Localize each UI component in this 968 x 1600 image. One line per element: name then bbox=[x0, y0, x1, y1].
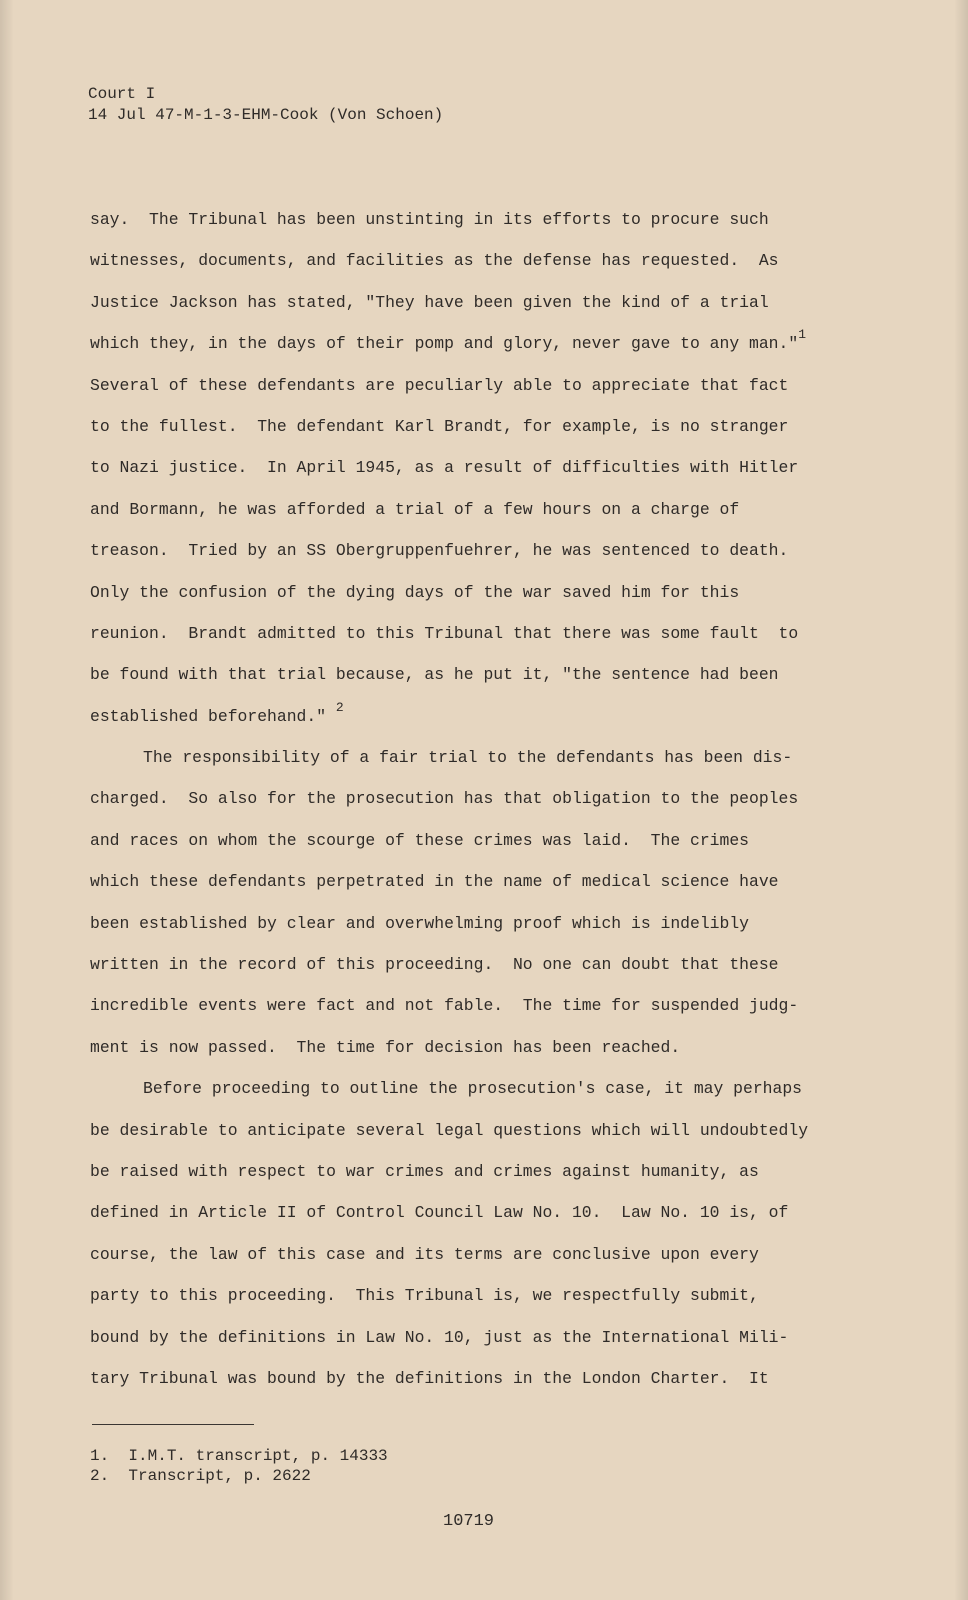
text-line: treason. Tried by an SS Obergruppenfuehrer, he was sentenced to death. bbox=[90, 541, 789, 561]
text-line: charged. So also for the prosecution has that obligation to the peoples bbox=[90, 789, 799, 809]
page-number: 10719 bbox=[443, 1512, 495, 1531]
text-line: be raised with respect to war crimes and crimes against humanity, as bbox=[90, 1161, 759, 1181]
paragraph-start: The responsibility of a fair trial to the defendants has been dis- bbox=[143, 748, 793, 768]
body-text bbox=[90, 199, 870, 1399]
text-line: defined in Article II of Control Council Law No. 10. Law No. 10 is, of bbox=[90, 1203, 789, 1223]
text-line: incredible events were fact and not fable. The time for suspended judg- bbox=[90, 996, 799, 1016]
text-line: course, the law of this case and its terms are conclusive upon every bbox=[90, 1244, 759, 1264]
text-line: party to this proceeding. This Tribunal is, we respectfully submit, bbox=[90, 1286, 759, 1306]
footnote-1: 1. I.M.T. transcript, p. 14333 bbox=[90, 1447, 388, 1465]
text-line-with-footnote bbox=[90, 323, 870, 364]
text-line: to the fullest. The defendant Karl Brandt, for example, is no stranger bbox=[90, 416, 789, 436]
footnote-ref-2: 2 bbox=[335, 699, 344, 715]
document-header bbox=[88, 84, 443, 126]
text-line: been established by clear and overwhelming proof which is indelibly bbox=[90, 913, 750, 933]
text-line: witnesses, documents, and facilities as the defense has requested. As bbox=[90, 251, 779, 271]
text-line: say. The Tribunal has been unstinting in its efforts to procure such bbox=[90, 210, 769, 229]
text-line: bound by the definitions in Law No. 10, just as the International Mili- bbox=[90, 1327, 789, 1347]
transcript-reference: 14 Jul 47-M-1-3-EHM-Cook (Von Schoen) bbox=[88, 106, 444, 124]
text-line: and Bormann, he was afforded a trial of a few hours on a charge of bbox=[90, 499, 740, 519]
text-line: written in the record of this proceeding. No one can doubt that these bbox=[90, 955, 779, 975]
text-line: Several of these defendants are peculiarly able to appreciate that fact bbox=[90, 375, 789, 395]
court-label: Court I bbox=[88, 85, 156, 103]
text-line: which these defendants perpetrated in the name of medical science have bbox=[90, 872, 779, 892]
text-line: which they, in the days of their pomp and glory, never gave to any man." bbox=[90, 334, 799, 354]
text-line: to Nazi justice. In April 1945, as a result of difficulties with Hitler bbox=[90, 458, 799, 478]
paragraph-start: Before proceeding to outline the prosecution's case, it may perhaps bbox=[143, 1079, 803, 1099]
text-line: and races on whom the scourge of these crimes was laid. The crimes bbox=[90, 830, 750, 850]
footnote-ref-1: 1 bbox=[798, 327, 807, 343]
text-line: be found with that trial because, as he put it, "the sentence had been bbox=[90, 665, 779, 685]
text-line: ment is now passed. The time for decision has been reached. bbox=[90, 1037, 681, 1057]
footnote-2: 2. Transcript, p. 2622 bbox=[90, 1467, 311, 1485]
text-line-with-footnote bbox=[90, 696, 870, 737]
text-line: tary Tribunal was bound by the definitions in the London Charter. It bbox=[90, 1368, 769, 1388]
text-line: reunion. Brandt admitted to this Tribunal that there was some fault to bbox=[90, 623, 799, 643]
footnotes bbox=[90, 1446, 388, 1486]
text-line: Only the confusion of the dying days of the war saved him for this bbox=[90, 582, 740, 602]
text-line: be desirable to anticipate several legal questions which will undoubtedly bbox=[90, 1120, 809, 1140]
text-line: established beforehand." bbox=[90, 706, 327, 726]
footnote-divider bbox=[92, 1424, 254, 1425]
text-line: Justice Jackson has stated, "They have been given the kind of a trial bbox=[90, 292, 769, 312]
